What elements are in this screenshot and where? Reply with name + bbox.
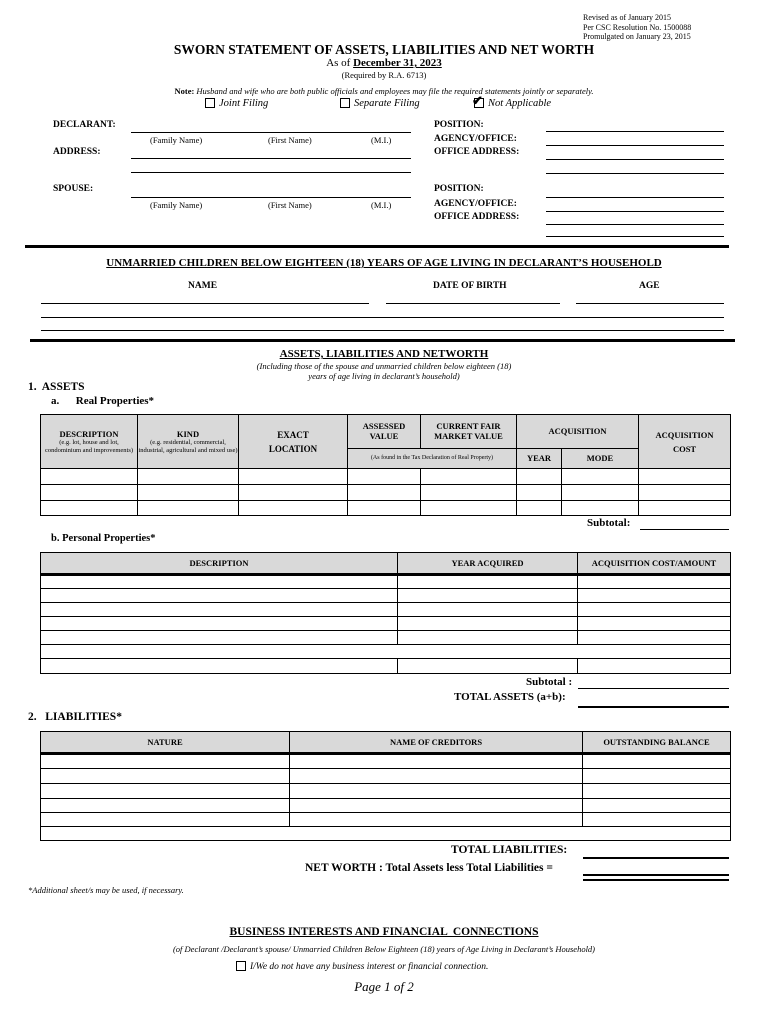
declarant-label: DECLARANT: <box>53 120 116 130</box>
table-cell[interactable] <box>583 799 731 813</box>
spouse-name-field[interactable] <box>131 197 411 198</box>
joint-filing-option[interactable] <box>205 98 268 109</box>
table-cell[interactable] <box>41 645 731 659</box>
net-worth-field[interactable] <box>583 874 729 881</box>
table-cell[interactable] <box>578 631 731 645</box>
declarant-office-address-field-2[interactable] <box>546 173 724 174</box>
creditors-header: NAME OF CREDITORS <box>290 732 583 754</box>
table-cell[interactable] <box>239 500 348 515</box>
total-assets-field[interactable] <box>578 706 729 708</box>
address-field-2[interactable] <box>131 172 411 173</box>
note-text: Husband and wife who are both public officials and employees may file the required statements jointly or separately. <box>196 86 594 96</box>
acquisition-cost-amount-header: ACQUISITION COST/AMOUNT <box>578 553 731 575</box>
outstanding-balance-header: OUTSTANDING BALANCE <box>583 732 731 754</box>
table-cell[interactable] <box>41 659 398 674</box>
location-header-line: EXACT <box>277 429 309 440</box>
table-cell[interactable] <box>41 575 398 589</box>
table-cell[interactable] <box>562 469 639 485</box>
real-subtotal-field[interactable] <box>640 529 729 530</box>
table-cell[interactable] <box>41 754 290 769</box>
year-header: YEAR <box>517 448 562 468</box>
spouse-label: SPOUSE: <box>53 184 94 194</box>
children-age-header: AGE <box>639 281 660 291</box>
real-properties-table <box>40 414 731 516</box>
table-row <box>41 589 731 603</box>
table-cell[interactable] <box>421 469 517 485</box>
table-cell[interactable] <box>562 485 639 500</box>
declarant-agency-field[interactable] <box>546 145 724 146</box>
assessed-value-header-line: VALUE <box>369 431 399 442</box>
child-dob-field[interactable] <box>386 303 560 304</box>
personal-description-header: DESCRIPTION <box>41 553 398 575</box>
total-liabilities-field[interactable] <box>583 857 729 859</box>
declarant-agency-label: AGENCY/OFFICE: <box>434 134 517 144</box>
mode-header: MODE <box>562 448 639 468</box>
spouse-agency-label: AGENCY/OFFICE: <box>434 199 517 209</box>
acquisition-cost-header-line: ACQUISITION <box>655 429 714 440</box>
table-cell[interactable] <box>639 485 731 500</box>
table-cell[interactable] <box>290 784 583 799</box>
table-row <box>41 659 731 674</box>
table-cell[interactable] <box>138 469 239 485</box>
spouse-agency-field[interactable] <box>546 211 724 212</box>
fair-market-value-header-line: CURRENT FAIR <box>436 421 501 432</box>
acquisition-cost-header <box>639 415 731 469</box>
spouse-position-label: POSITION: <box>434 184 484 194</box>
personal-properties-label: b. Personal Properties* <box>51 533 156 544</box>
fair-market-value-header <box>421 415 517 449</box>
note-label: Note: <box>174 86 195 96</box>
footnote: *Additional sheet/s may be used, if necessary. <box>28 885 184 895</box>
table-cell[interactable] <box>41 784 290 799</box>
as-of <box>0 57 768 69</box>
real-subtotal-label: Subtotal: <box>587 517 631 529</box>
table-cell[interactable] <box>583 813 731 827</box>
address-label: ADDRESS: <box>53 147 101 157</box>
table-cell[interactable] <box>41 617 398 631</box>
not-applicable-option[interactable] <box>472 92 552 109</box>
joint-filing-checkbox[interactable] <box>205 98 215 108</box>
table-cell[interactable] <box>138 500 239 515</box>
spouse-mi-caption: (M.I.) <box>371 200 392 210</box>
business-interests-subtitle: (of Declarant /Declarant’s spouse/ Unmarried Children Below Eighteen (18) years of Age Living in Declarant’s Household) <box>172 944 596 954</box>
page-number: Page 1 of 2 <box>354 979 414 994</box>
not-applicable-checkbox[interactable] <box>472 92 484 108</box>
children-name-header: NAME <box>188 281 218 291</box>
section-divider <box>25 245 729 248</box>
spouse-office-address-field-2[interactable] <box>546 236 724 237</box>
table-cell[interactable] <box>41 631 398 645</box>
declarant-first-name-caption: (First Name) <box>268 135 312 145</box>
business-interests-title: BUSINESS INTERESTS AND FINANCIAL CONNECTIONS <box>229 926 539 938</box>
table-cell[interactable] <box>517 469 562 485</box>
table-row <box>41 754 731 769</box>
table-cell[interactable] <box>578 603 731 617</box>
declarant-position-label: POSITION: <box>434 120 484 130</box>
table-cell[interactable] <box>41 485 138 500</box>
personal-subtotal-field[interactable] <box>578 688 729 689</box>
tax-declaration-note: (As found in the Tax Declaration of Real Property) <box>348 448 517 468</box>
checkmark-icon: ✔ <box>472 92 483 108</box>
table-cell[interactable] <box>398 631 578 645</box>
table-cell[interactable] <box>41 827 731 841</box>
description-header-sub: (e.g. lot, house and lot, condominium and improvements) <box>44 438 134 454</box>
fair-market-value-header-line: MARKET VALUE <box>434 431 503 442</box>
liabilities-heading: 2. LIABILITIES* <box>28 711 122 723</box>
table-cell[interactable] <box>41 603 398 617</box>
spouse-position-field[interactable] <box>546 197 724 198</box>
revision-line: Revised as of January 2015 <box>583 13 671 22</box>
no-business-interest-label: I/We do not have any business interest or financial connection. <box>250 962 489 973</box>
revision-line: Promulgated on January 23, 2015 <box>583 32 691 41</box>
spouse-office-address-label: OFFICE ADDRESS: <box>434 212 520 222</box>
table-cell[interactable] <box>578 589 731 603</box>
revision-notice <box>583 13 691 42</box>
table-row <box>41 784 731 799</box>
table-cell[interactable] <box>41 769 290 784</box>
revision-line: Per CSC Resolution No. 1500088 <box>583 22 692 32</box>
child-age-field[interactable] <box>576 303 724 304</box>
table-cell[interactable] <box>398 617 578 631</box>
total-assets-label: TOTAL ASSETS (a+b): <box>454 691 566 703</box>
location-header-line: LOCATION <box>268 443 318 454</box>
not-applicable-label: Not Applicable <box>488 98 552 109</box>
table-row <box>41 469 731 485</box>
spouse-first-name-caption: (First Name) <box>268 200 312 210</box>
separate-filing-option[interactable] <box>340 98 420 109</box>
as-of-date: December 31, 2023 <box>353 57 442 69</box>
year-acquired-header: YEAR ACQUIRED <box>398 553 578 575</box>
liabilities-table <box>40 731 731 841</box>
table-row <box>41 617 731 631</box>
children-dob-header: DATE OF BIRTH <box>433 281 507 291</box>
no-business-interest-option[interactable] <box>236 962 488 972</box>
table-cell[interactable] <box>41 813 290 827</box>
kind-header-label: KIND <box>176 428 200 439</box>
no-business-interest-checkbox[interactable] <box>236 961 246 971</box>
joint-filing-label: Joint Filing <box>219 98 269 109</box>
separate-filing-checkbox[interactable] <box>340 98 350 108</box>
table-cell[interactable] <box>562 500 639 515</box>
declarant-mi-caption: (M.I.) <box>371 135 392 145</box>
table-cell[interactable] <box>578 659 731 674</box>
table-cell[interactable] <box>41 500 138 515</box>
kind-header-sub: (e.g. residential, commercial, industrial, agricultural and mixed use) <box>138 438 238 454</box>
assessed-value-header <box>348 415 421 449</box>
table-row <box>41 631 731 645</box>
child-row-line[interactable] <box>41 317 724 318</box>
page-title: SWORN STATEMENT OF ASSETS, LIABILITIES AND NET WORTH <box>173 42 595 57</box>
table-cell[interactable] <box>348 500 421 515</box>
assessed-value-header-line: ASSESSED <box>362 421 406 432</box>
declarant-family-name-caption: (Family Name) <box>150 135 203 145</box>
real-properties-label: a. Real Properties* <box>51 395 155 407</box>
table-row <box>41 799 731 813</box>
table-cell[interactable] <box>138 485 239 500</box>
declarant-position-field[interactable] <box>546 131 724 132</box>
table-cell[interactable] <box>398 659 578 674</box>
separate-filing-label: Separate Filing <box>354 98 420 109</box>
table-cell[interactable] <box>290 754 583 769</box>
total-liabilities-label: TOTAL LIABILITIES: <box>451 844 568 856</box>
table-cell[interactable] <box>239 469 348 485</box>
table-row <box>41 769 731 784</box>
table-cell[interactable] <box>290 813 583 827</box>
child-row-line[interactable] <box>41 330 724 331</box>
table-cell[interactable] <box>583 754 731 769</box>
alnw-title: ASSETS, LIABILITIES AND NETWORTH <box>279 348 489 360</box>
description-header-label: DESCRIPTION <box>59 428 119 439</box>
table-cell[interactable] <box>239 485 348 500</box>
table-cell[interactable] <box>517 500 562 515</box>
table-cell[interactable] <box>639 500 731 515</box>
table-cell[interactable] <box>348 485 421 500</box>
table-row <box>41 645 731 659</box>
table-cell[interactable] <box>578 575 731 589</box>
table-row <box>41 813 731 827</box>
table-cell[interactable] <box>41 469 138 485</box>
table-cell[interactable] <box>348 469 421 485</box>
acquisition-cost-header-line: COST <box>672 443 697 454</box>
table-cell[interactable] <box>583 784 731 799</box>
table-cell[interactable] <box>639 469 731 485</box>
description-header <box>41 415 138 469</box>
table-cell[interactable] <box>578 617 731 631</box>
table-cell[interactable] <box>398 589 578 603</box>
assets-heading: 1. ASSETS <box>28 381 85 393</box>
table-cell[interactable] <box>421 500 517 515</box>
spouse-family-name-caption: (Family Name) <box>150 200 203 210</box>
table-cell[interactable] <box>583 769 731 784</box>
table-row <box>41 827 731 841</box>
spouse-office-address-field-1[interactable] <box>546 224 724 225</box>
personal-subtotal-label: Subtotal : <box>526 676 573 688</box>
table-cell[interactable] <box>290 799 583 813</box>
address-field-1[interactable] <box>131 158 411 159</box>
required-by: (Required by R.A. 6713) <box>341 70 427 80</box>
table-row <box>41 575 731 589</box>
alnw-subtitle: (Including those of the spouse and unmarried children below eighteen (18) <box>256 361 512 371</box>
table-cell[interactable] <box>41 589 398 603</box>
table-row <box>41 485 731 500</box>
net-worth-label: NET WORTH : Total Assets less Total Liabilities = <box>305 862 553 874</box>
personal-properties-table <box>40 552 731 674</box>
declarant-office-address-field-1[interactable] <box>546 159 724 160</box>
section-divider <box>30 339 735 342</box>
table-cell[interactable] <box>41 799 290 813</box>
as-of-label: As of <box>326 57 351 69</box>
alnw-subtitle: years of age living in declarant’s household) <box>308 371 460 381</box>
children-section-title: UNMARRIED CHILDREN BELOW EIGHTEEN (18) YEARS OF AGE LIVING IN DECLARANT’S HOUSEHOLD <box>106 257 662 269</box>
table-cell[interactable] <box>398 575 578 589</box>
location-header <box>239 415 348 469</box>
acquisition-header: ACQUISITION <box>517 415 639 449</box>
declarant-office-address-label: OFFICE ADDRESS: <box>434 147 520 157</box>
filing-note <box>0 86 768 96</box>
table-cell[interactable] <box>421 485 517 500</box>
table-cell[interactable] <box>517 485 562 500</box>
table-cell[interactable] <box>398 603 578 617</box>
table-row <box>41 500 731 515</box>
declarant-name-field[interactable] <box>131 132 411 133</box>
table-row <box>41 603 731 617</box>
table-cell[interactable] <box>290 769 583 784</box>
kind-header <box>138 415 239 469</box>
nature-header: NATURE <box>41 732 290 754</box>
child-name-field[interactable] <box>41 303 369 304</box>
